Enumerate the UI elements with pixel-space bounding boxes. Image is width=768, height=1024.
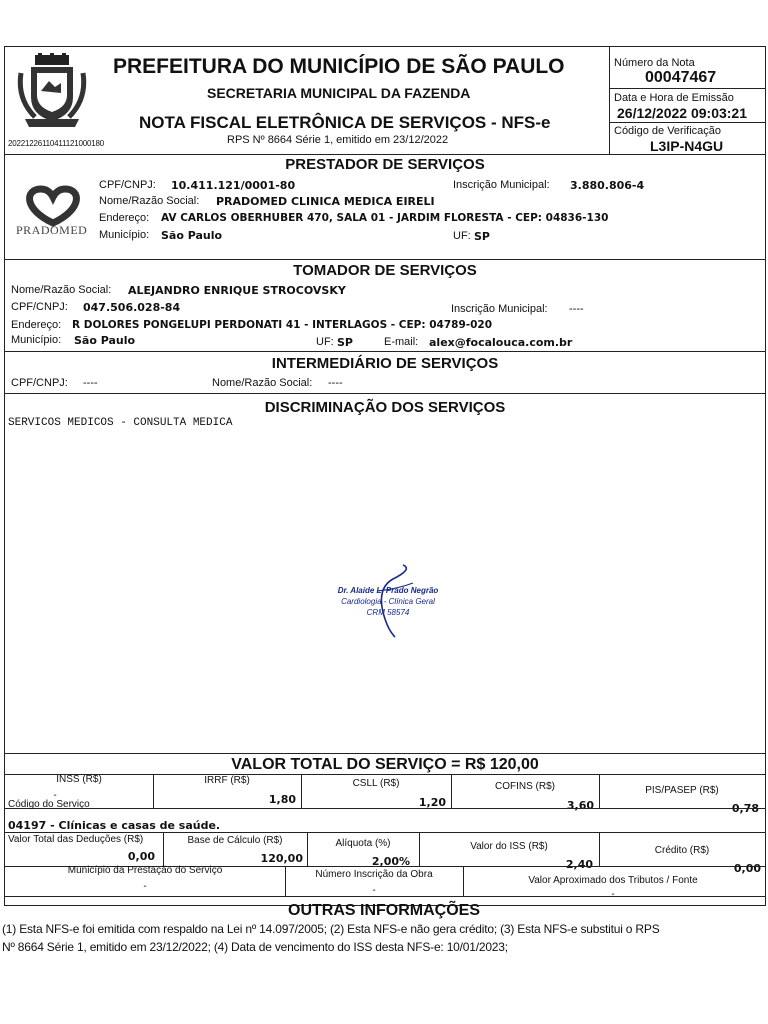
rps-line: RPS Nº 8664 Série 1, emitido em 23/12/2022 [227,134,449,146]
place-value: - [143,881,147,892]
taker-address-label: Endereço: [11,319,62,331]
divider [5,393,765,394]
services-section-title: DISCRIMINAÇÃO DOS SERVIÇOS [264,399,506,416]
intermediary-name-label: Nome/Razão Social: [212,377,313,389]
provider-city: São Paulo [161,229,223,242]
provider-address: AV CARLOS OBERHUBER 470, SALA 01 - JARDIM FLORESTA - CEP: 04836-130 [161,212,609,224]
verification-label: Código de Verificação [614,125,722,137]
provider-name-label: Nome/Razão Social: [99,195,200,207]
inss-label: INSS (R$) [56,774,102,785]
secretariat-title: SECRETARIA MUNICIPAL DA FAZENDA [207,85,471,101]
cofins-value: 3,60 [566,799,594,812]
barcode-number: 20221226110411121000180 [8,139,104,148]
intermediary-name: ---- [328,377,343,389]
taker-city-label: Município: [11,334,62,346]
taker-name-label: Nome/Razão Social: [11,284,112,296]
divider [5,259,765,260]
divider [5,753,765,754]
verification-code: L3IP-N4GU [650,138,724,154]
provider-im-label: Inscrição Municipal: [453,179,550,191]
header-divider [609,47,610,154]
taker-name: ALEJANDRO ENRIQUE STROCOVSKY [128,284,346,297]
issue-label: Data e Hora de Emissão [614,92,734,104]
pis-value: 0,78 [731,802,759,815]
note-number-label: Número da Nota [614,57,695,69]
provider-uf-label: UF: [453,230,471,242]
other-info-title: OUTRAS INFORMAÇÕES [288,902,480,919]
taker-section-title: TOMADOR DE SERVIÇOS [293,262,477,279]
credit-label: Crédito (R$) [654,845,710,856]
divider [5,832,765,833]
iss-value: 2,40 [565,858,593,871]
pis-label: PIS/PASEP (R$) [645,785,719,796]
taker-uf: SP [337,336,353,349]
deductions-label: Valor Total das Deduções (R$) [8,834,144,845]
stamp-line-3: CRM 58574 [366,608,410,617]
work-label: Número Inscrição da Obra [315,869,433,880]
inss-value: - [53,790,57,801]
irrf-label: IRRF (R$) [204,775,250,786]
approx-label: Valor Aproximado dos Tributos / Fonte [528,875,698,886]
service-code-label: Código do Serviço [8,799,90,810]
divider [5,808,765,809]
taker-im-label: Inscrição Municipal: [451,303,548,315]
work-value: - [372,885,376,896]
document-title: NOTA FISCAL ELETRÔNICA DE SERVIÇOS - NFS-e [139,113,551,132]
deductions-value: 0,00 [127,850,155,863]
taker-email-label: E-mail: [384,336,419,348]
place-label: Município da Prestação do Serviço [67,865,223,876]
iss-label: Valor do ISS (R$) [470,841,548,852]
csll-value: 1,20 [418,796,446,809]
services-description: SERVICOS MEDICOS - CONSULTA MEDICA [8,417,233,429]
aliquota-label: Alíquota (%) [335,838,391,849]
taker-cpf: 047.506.028-84 [83,301,181,314]
service-code: 04197 - Clínicas e casas de saúde. [8,819,221,832]
provider-cnpj-label: CPF/CNPJ: [99,179,156,191]
note-number: 00047467 [645,69,717,86]
taker-im: ---- [569,303,584,315]
taker-email: alex@focalouca.com.br [429,336,573,349]
irrf-value: 1,80 [268,793,296,806]
taker-address: R DOLORES PONGELUPI PERDONATI 41 - INTERLAGOS - CEP: 04789-020 [72,319,493,331]
other-info-line-2: Nº 8664 Série 1, emitido em 23/12/2022; (4) Data de vencimento do ISS desta NFS-e: 10/01/2023; [2,940,508,954]
provider-section-title: PRESTADOR DE SERVIÇOS [285,156,485,173]
intermediary-cpf: ---- [83,377,98,389]
base-calc-value: 120,00 [260,852,303,865]
intermediary-section-title: INTERMEDIÁRIO DE SERVIÇOS [271,355,499,372]
provider-name: PRADOMED CLINICA MEDICA EIRELI [216,195,435,208]
other-info-line-1: (1) Esta NFS-e foi emitida com respaldo na Lei nº 14.097/2005; (2) Esta NFS-e não gera crédito; (3) Esta NFS-e substitui o RPS [2,922,660,936]
provider-logo-text: PRADOMED [16,223,88,237]
divider [5,351,765,352]
aliquota-value: 2,00% [371,855,411,868]
cofins-label: COFINS (R$) [495,781,555,792]
divider [5,896,765,897]
taker-cpf-label: CPF/CNPJ: [11,301,68,313]
taker-city: São Paulo [74,334,136,347]
csll-label: CSLL (R$) [352,778,400,789]
nfse-document [4,46,766,906]
divider [609,122,765,123]
approx-value: - [611,889,615,900]
provider-uf: SP [474,230,490,243]
stamp-line-1: Dr. Alaíde L. Prado Negrão [337,586,439,595]
provider-cnpj: 10.411.121/0001-80 [171,179,296,192]
stamp-line-2: Cardiologia - Clínica Geral [341,597,435,606]
divider [5,154,765,155]
intermediary-cpf-label: CPF/CNPJ: [11,377,68,389]
credit-value: 0,00 [733,862,761,875]
base-calc-label: Base de Cálculo (R$) [187,835,283,846]
municipality-title: PREFEITURA DO MUNICÍPIO DE SÃO PAULO [113,55,565,78]
provider-im: 3.880.806-4 [570,179,645,192]
provider-city-label: Município: [99,229,150,241]
issue-datetime: 26/12/2022 09:03:21 [617,105,747,121]
divider [609,88,765,89]
taker-uf-label: UF: [316,336,334,348]
total-value-title: VALOR TOTAL DO SERVIÇO = R$ 120,00 [231,756,539,773]
doctor-stamp [323,585,453,618]
city-coat-of-arms [17,53,87,135]
provider-address-label: Endereço: [99,212,150,224]
